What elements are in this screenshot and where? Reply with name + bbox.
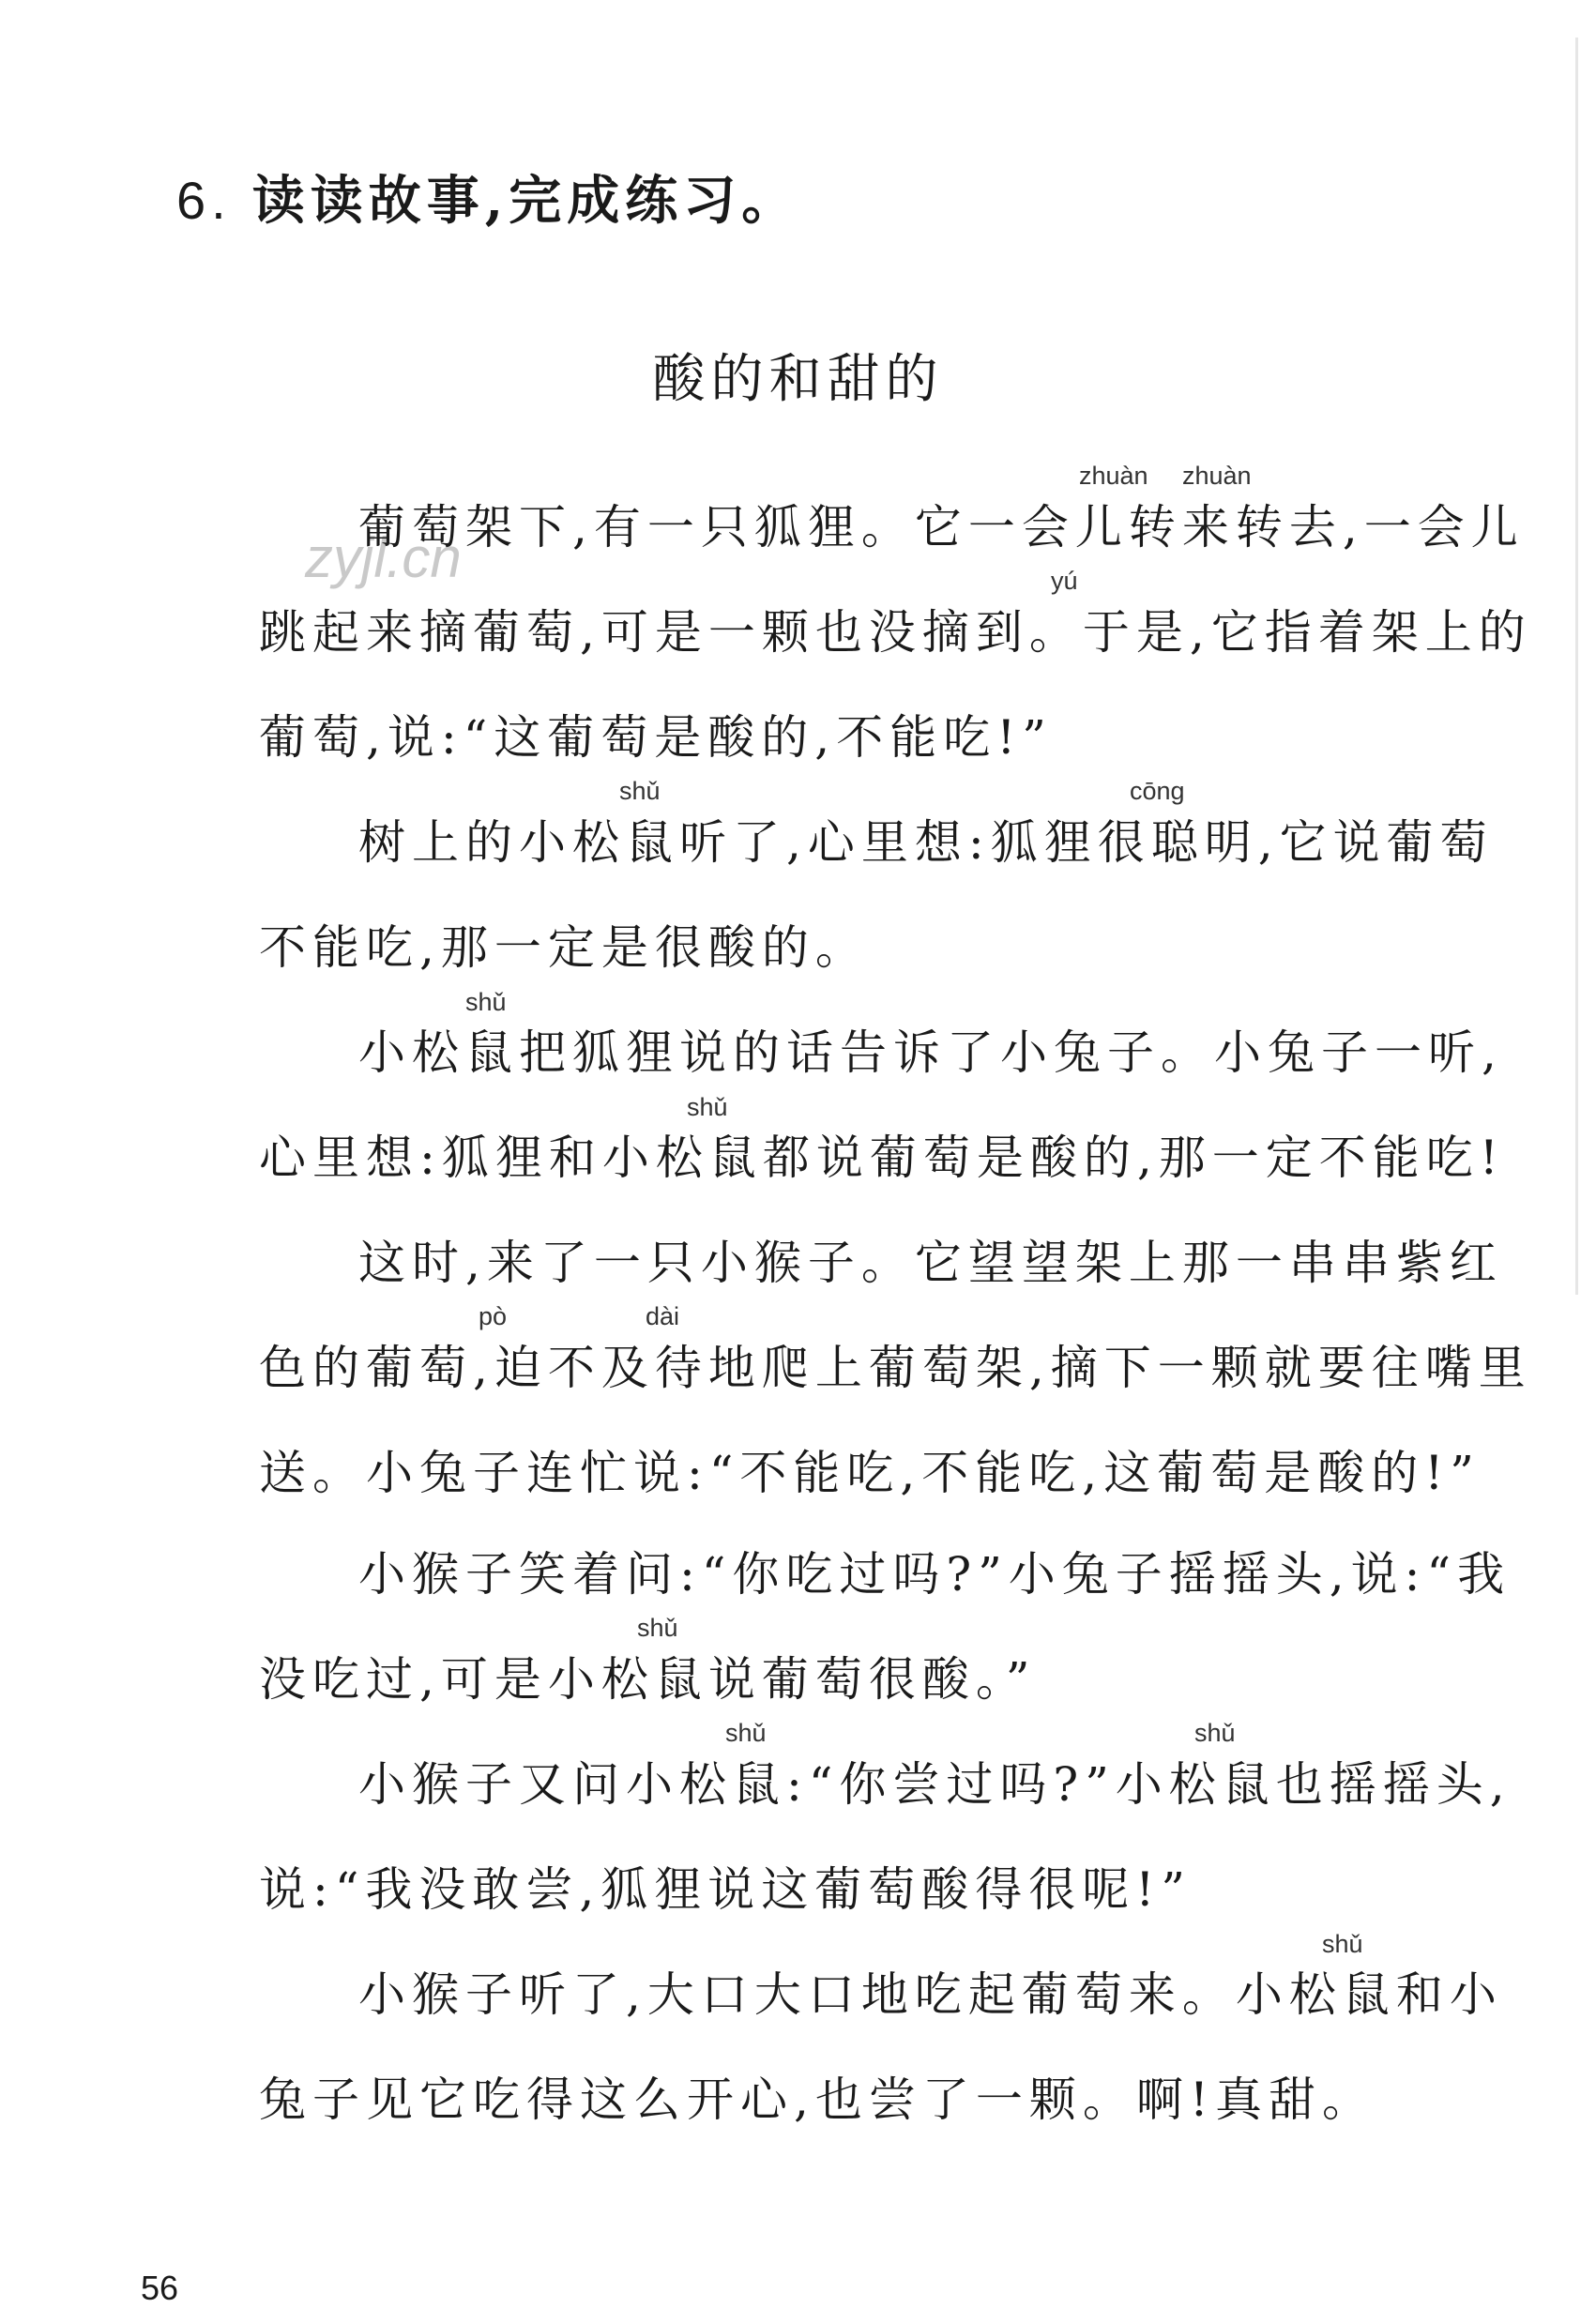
pinyin-annotation: shǔ: [619, 777, 661, 805]
pinyin-annotation: shǔ: [465, 988, 507, 1016]
story-line: 说:“我没敢尝,狐狸说这葡萄酸得很呢!”: [259, 1862, 1192, 1917]
story-line: 小猴子听了,大口大口地吃起葡萄来。小松鼠和小: [358, 1967, 1503, 2022]
page-number: 56: [141, 2269, 179, 2307]
story-line: 跳起来摘葡萄,可是一颗也没摘到。于是,它指着架上的: [259, 605, 1532, 660]
pinyin-annotation: shǔ: [1322, 1930, 1363, 1958]
pinyin-annotation: shǔ: [1194, 1719, 1236, 1747]
pinyin-annotation: cōng: [1130, 777, 1185, 805]
pinyin-annotation: yú: [1051, 567, 1078, 595]
pinyin-annotation: pò: [479, 1302, 508, 1330]
story-line: 葡萄架下,有一只狐狸。它一会儿转来转去,一会儿: [358, 500, 1525, 554]
story-line: 没吃过,可是小松鼠说葡萄很酸。”: [259, 1652, 1037, 1707]
exercise-number: 6.: [176, 171, 232, 230]
exercise-heading: [176, 159, 799, 235]
exercise-instruction: 读读故事,完成练习。: [251, 170, 800, 232]
pinyin-annotation: zhuàn: [1079, 462, 1148, 490]
story-line: 树上的小松鼠听了,心里想:狐狸很聪明,它说葡萄: [358, 815, 1494, 870]
pinyin-annotation: shǔ: [725, 1719, 767, 1747]
story-line: 小猴子笑着问:“你吃过吗?”小兔子摇摇头,说:“我: [358, 1547, 1512, 1602]
pinyin-annotation: dài: [646, 1302, 680, 1330]
story-line: 不能吃,那一定是很酸的。: [259, 920, 869, 975]
story-line: 小猴子又问小松鼠:“你尝过吗?”小松鼠也摇摇头,: [358, 1757, 1512, 1812]
pinyin-annotation: zhuàn: [1182, 462, 1252, 490]
story-line: 葡萄,说:“这葡萄是酸的,不能吃!”: [259, 710, 1053, 765]
story-line: 心里想:狐狸和小松鼠都说葡萄是酸的,那一定不能吃!: [259, 1131, 1505, 1185]
page-edge-rule: [1575, 38, 1578, 1295]
story-line: 兔子见它吃得这么开心,也尝了一颗。啊!真甜。: [259, 2073, 1376, 2127]
watermark: zyjl.cn: [305, 526, 462, 589]
pinyin-annotation: shǔ: [637, 1614, 678, 1642]
story-title: 酸的和甜的: [652, 349, 944, 410]
story-line: 这时,来了一只小猴子。它望望架上那一串串紫红: [358, 1236, 1503, 1290]
story-line: 色的葡萄,迫不及待地爬上葡萄架,摘下一颗就要往嘴里: [259, 1341, 1532, 1395]
story-line: 小松鼠把狐狸说的话告诉了小兔子。小兔子一听,: [358, 1025, 1503, 1080]
pinyin-annotation: shǔ: [687, 1093, 728, 1121]
story-line: 送。小兔子连忙说:“不能吃,不能吃,这葡萄是酸的!”: [259, 1446, 1481, 1500]
